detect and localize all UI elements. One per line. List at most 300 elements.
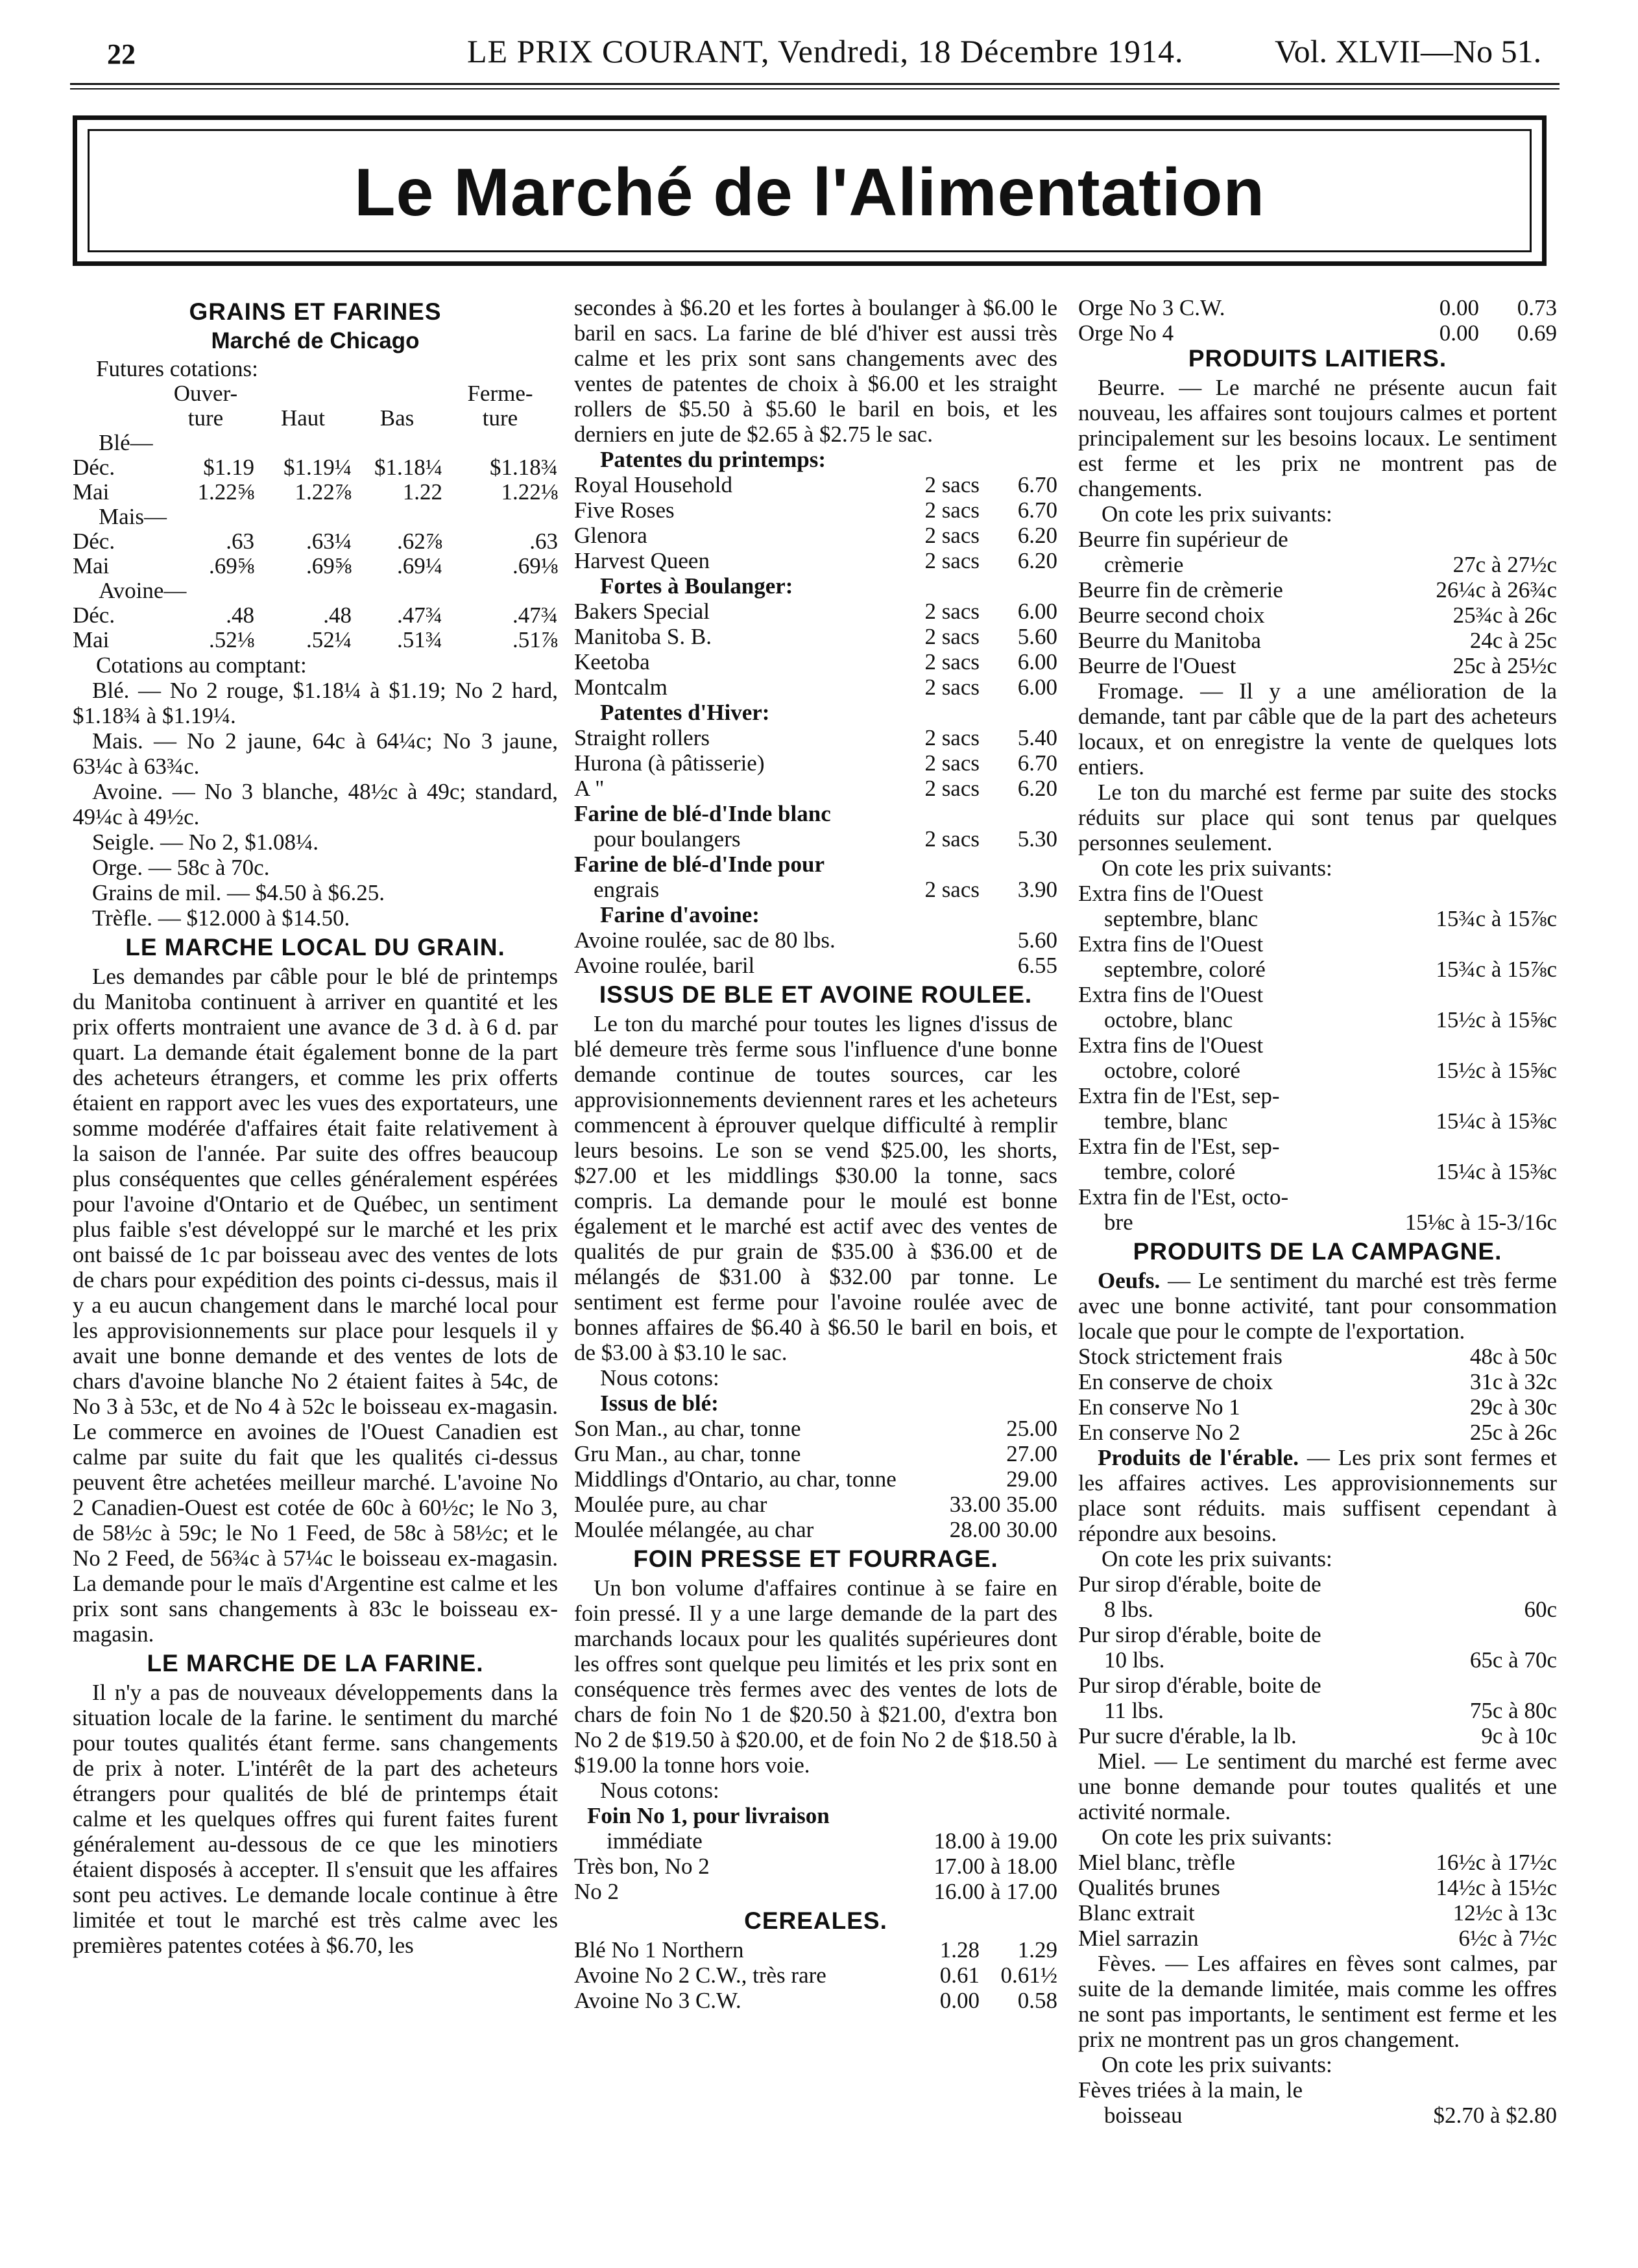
price-row — [574, 725, 1057, 750]
item-price-high: 0.69 — [1517, 320, 1557, 346]
futures-price: .48 — [226, 603, 254, 628]
item-price-low: 0.61 — [939, 1963, 980, 1988]
list-orge — [1078, 295, 1557, 346]
item-price: 6.20 — [1017, 776, 1057, 801]
paragraph-orge: Orge. — 58c à 70c. — [92, 855, 270, 880]
text-oeufs: — Le sentiment du marché est très ferme avec une bonne activité, tant pour consommation locale que pour le compte de l'exportation. — [1078, 1268, 1557, 1344]
item-label: Five Roses — [574, 497, 675, 523]
item-price: 16.00 à 17.00 — [933, 1879, 1057, 1904]
item-label: En conserve No 1 — [1078, 1394, 1240, 1420]
item-price: 6.55 — [1017, 953, 1057, 978]
futures-month: Déc. — [73, 455, 115, 480]
paragraph-mais-comptant: Mais. — No 2 jaune, 64c à 64¼c; No 3 jaune, 63¼c à 63¾c. — [73, 728, 558, 779]
lead-erable: Produits de l'érable. — [1098, 1445, 1299, 1470]
paragraph-foin: Un bon volume d'affaires continue à se faire en foin pressé. Il y a une large demande de la part des marchands locaux pour les qualités supérieures dont les offres sont quelque peu limités et les prix sont en conséquence très fermes avec des ventes de lots de chars de foin No 1 de $20.50 à $21.00, d'extra bon No 2 de $19.50 à $20.00, et de foin No 2 de $18.50 à $19.00 la tonne hors voie. — [574, 1575, 1057, 1778]
price-row — [574, 649, 1057, 674]
futures-price: .52⅛ — [209, 627, 254, 652]
text-erable: — Les prix sont fermes et les affaires actives. Les approvisionnements sur place sont réduits. mais suffisent cependant à répondre aux besoins. — [1078, 1445, 1557, 1546]
futures-price: .47¾ — [397, 603, 442, 628]
price-row — [574, 1828, 1057, 1854]
price-row — [574, 1517, 1057, 1542]
item-price: 15½c à 15⅝c — [1436, 1058, 1557, 1083]
futures-price: .51⅞ — [512, 627, 558, 652]
item-label: Beurre second choix — [1078, 603, 1265, 628]
label-cote-5: On cote les prix suivants: — [1102, 2052, 1332, 2077]
futures-row — [73, 628, 558, 652]
price-row — [1078, 1344, 1557, 1369]
item-price: 15¾c à 15⅞c — [1436, 957, 1557, 982]
price-row — [574, 1854, 1057, 1879]
heading-issus: ISSUS DE BLE ET AVOINE ROULEE. — [599, 981, 1033, 1008]
label-nous-cotons: Nous cotons: — [600, 1365, 719, 1391]
futures-group-row — [73, 431, 558, 455]
futures-price: 1.22⅛ — [501, 479, 558, 505]
item-label-line: Extra fin de l'Est, sep- — [1078, 1083, 1280, 1108]
price-row — [574, 750, 1057, 776]
futures-group-row — [73, 505, 558, 529]
header-rule — [70, 83, 1560, 85]
item-price: 27c à 27½c — [1452, 552, 1557, 577]
item-quantity: 2 sacs — [924, 776, 980, 801]
item-price: 24c à 25c — [1469, 628, 1557, 653]
item-label-line: Pur sirop d'érable, boite de — [1078, 1622, 1321, 1647]
futures-label: Futures cotations: — [96, 356, 258, 381]
item-label: Bakers Special — [574, 599, 710, 624]
label-nous-cotons-2: Nous cotons: — [600, 1778, 719, 1803]
item-label-line: Pur sirop d'érable, boite de — [1078, 1673, 1321, 1698]
item-label-line: Extra fins de l'Ouest — [1078, 881, 1264, 906]
heading-laitiers: PRODUITS LAITIERS. — [1188, 345, 1447, 372]
paragraph-avoine-comptant: Avoine. — No 3 blanche, 48½c à 49c; standard, 49¼c à 49½c. — [73, 779, 558, 830]
futures-price: .48 — [323, 603, 352, 628]
item-label: Stock strictement frais — [1078, 1344, 1283, 1369]
list-beurre — [1078, 577, 1557, 678]
futures-price: $1.19 — [203, 455, 254, 480]
item-price: 6.00 — [1017, 674, 1057, 700]
price-row — [1078, 1420, 1557, 1445]
item-inde-blanc: Farine de blé-d'Inde blanc — [574, 801, 831, 826]
item-label: septembre, blanc — [1104, 906, 1259, 931]
item-price: 48c à 50c — [1469, 1344, 1557, 1369]
item-label: Son Man., au char, tonne — [574, 1416, 801, 1441]
item-label: Beurre fin de crèmerie — [1078, 577, 1283, 603]
item-label: Orge No 3 C.W. — [1078, 295, 1225, 320]
paragraph-trefle: Trèfle. — $12.000 à $14.50. — [92, 905, 350, 931]
futures-commodity: Avoine— — [99, 578, 187, 603]
price-row — [1078, 1394, 1557, 1420]
item-label: Beurre de l'Ouest — [1078, 653, 1236, 678]
item-quantity: 2 sacs — [924, 624, 980, 649]
subheading-printemps: Patentes du printemps: — [600, 447, 826, 472]
item-label: Straight rollers — [574, 725, 710, 750]
item-price: 28.00 30.00 — [949, 1517, 1057, 1542]
subheading-farine-avoine: Farine d'avoine: — [600, 902, 760, 927]
futures-table — [73, 381, 558, 652]
price-row — [1078, 577, 1557, 603]
item-quantity: 2 sacs — [924, 826, 980, 852]
item-label: Blé No 1 Northern — [574, 1937, 744, 1963]
price-row — [1078, 628, 1557, 653]
item-label: pour boulangers — [594, 826, 741, 852]
item-label: Beurre du Manitoba — [1078, 628, 1261, 653]
list-sirop — [1078, 1571, 1557, 1723]
label-cote-2: On cote les prix suivants: — [1102, 855, 1332, 881]
item-label: Royal Household — [574, 472, 733, 497]
list-fortes — [574, 599, 1057, 700]
item-label: No 2 — [574, 1879, 620, 1904]
item-label: engrais — [594, 877, 660, 902]
price-row — [574, 624, 1057, 649]
paragraph-farine-continued: secondes à $6.20 et les fortes à boulanger à $6.00 le baril en sacs. La farine de blé d'hiver est aussi très calme et les prix sont sans changements avec des ventes de patentes de choix à $6.00 et les straight rollers de $5.50 à $5.60 le baril en bois, et les derniers en jute de $2.65 à $2.75 le sac. — [574, 295, 1057, 447]
item-label: Blanc extrait — [1078, 1900, 1195, 1926]
item-label: Harvest Queen — [574, 548, 710, 573]
futures-month: Mai — [73, 627, 110, 652]
header-rule-thin — [70, 88, 1560, 90]
price-row — [1078, 1210, 1557, 1235]
price-row — [574, 877, 1057, 902]
item-label: Orge No 4 — [1078, 320, 1174, 346]
section-banner — [73, 115, 1547, 266]
futures-row — [73, 480, 558, 505]
item-label: 10 lbs. — [1104, 1647, 1165, 1673]
item-foin-no1: Foin No 1, pour livraison — [587, 1803, 830, 1828]
page-number: 22 — [107, 38, 136, 70]
futures-commodity: Blé— — [99, 430, 153, 455]
price-row — [574, 1937, 1057, 1963]
item-label: octobre, blanc — [1104, 1007, 1233, 1033]
item-price: 6.00 — [1017, 599, 1057, 624]
item-price: 33.00 35.00 — [949, 1492, 1057, 1517]
price-row — [1078, 1850, 1557, 1875]
item-feves: Fèves triées à la main, le — [1078, 2077, 1303, 2103]
price-row — [574, 1879, 1057, 1904]
item-price: 18.00 à 19.00 — [933, 1828, 1057, 1854]
item-price: 6.70 — [1017, 472, 1057, 497]
item-price-high: 0.73 — [1517, 295, 1557, 320]
item-quantity: 2 sacs — [924, 497, 980, 523]
item-label: Middlings d'Ontario, au char, tonne — [574, 1466, 897, 1492]
item-price: 29.00 — [1006, 1466, 1057, 1492]
price-row — [574, 1441, 1057, 1466]
futures-row — [73, 455, 558, 480]
item-price: 6½c à 7½c — [1458, 1926, 1557, 1951]
item-price: 60c — [1524, 1597, 1557, 1622]
item-label: Qualités brunes — [1078, 1875, 1220, 1900]
item-price: 75c à 80c — [1469, 1698, 1557, 1723]
item-price-high: 0.61½ — [1000, 1963, 1057, 1988]
item-price: 9c à 10c — [1481, 1723, 1557, 1749]
price-row — [574, 1466, 1057, 1492]
item-price-high: 1.29 — [1017, 1937, 1057, 1963]
futures-price: .63 — [226, 529, 254, 554]
item-label: septembre, coloré — [1104, 957, 1266, 982]
item-label: En conserve No 2 — [1078, 1420, 1240, 1445]
price-row — [1078, 1698, 1557, 1723]
price-row — [1078, 1007, 1557, 1033]
futures-row — [73, 529, 558, 554]
item-price: 6.20 — [1017, 523, 1057, 548]
item-quantity: 2 sacs — [924, 750, 980, 776]
item-price: 25c à 26c — [1469, 1420, 1557, 1445]
list-hiver — [574, 725, 1057, 801]
item-label: Miel sarrazin — [1078, 1926, 1199, 1951]
futures-month: Déc. — [73, 529, 115, 554]
item-label: Avoine No 2 C.W., très rare — [574, 1963, 826, 1988]
journal-title: LE PRIX COURANT, Vendredi, 18 Décembre 1914. — [467, 33, 1184, 69]
futures-price: .69⅛ — [512, 553, 558, 579]
item-price-low: 0.00 — [939, 1988, 980, 2013]
paragraph-oeufs — [1078, 1268, 1557, 1344]
item-price: 15¼c à 15⅜c — [1436, 1159, 1557, 1184]
item-price: 3.90 — [1017, 877, 1057, 902]
item-price: 15¼c à 15⅜c — [1436, 1108, 1557, 1134]
futures-group-row — [73, 579, 558, 603]
price-row — [1078, 1108, 1557, 1134]
heading-farine: LE MARCHE DE LA FARINE. — [147, 1650, 484, 1677]
futures-month: Mai — [73, 553, 110, 579]
item-beurre-superieur: Beurre fin supérieur de — [1078, 527, 1288, 552]
price-row — [1078, 320, 1557, 346]
col-header-high: Haut — [280, 405, 326, 431]
item-quantity: 2 sacs — [924, 599, 980, 624]
item-price: 65c à 70c — [1469, 1647, 1557, 1673]
price-row — [1078, 1723, 1557, 1749]
price-row — [574, 599, 1057, 624]
comptant-label: Cotations au comptant: — [96, 652, 307, 678]
item-price: 6.00 — [1017, 649, 1057, 674]
futures-price: .62⅞ — [397, 529, 442, 554]
price-row — [574, 472, 1057, 497]
futures-price: 1.22 — [402, 479, 442, 505]
label-cote-3: On cote les prix suivants: — [1102, 1546, 1332, 1571]
item-quantity: 2 sacs — [924, 548, 980, 573]
item-label-line: Extra fins de l'Ouest — [1078, 982, 1264, 1007]
list-issus — [574, 1416, 1057, 1542]
price-row — [574, 1988, 1057, 2013]
item-price: 5.60 — [1017, 927, 1057, 953]
item-label-line: Extra fins de l'Ouest — [1078, 1033, 1264, 1058]
item-quantity: 2 sacs — [924, 674, 980, 700]
futures-price: .63 — [529, 529, 558, 554]
price-row — [574, 674, 1057, 700]
futures-price: 1.22⅝ — [197, 479, 254, 505]
item-label: tembre, coloré — [1104, 1159, 1236, 1184]
item-label: Moulée mélangée, au char — [574, 1517, 814, 1542]
futures-header-row — [73, 381, 558, 431]
item-label: Miel blanc, trèfle — [1078, 1850, 1235, 1875]
heading-marche-local: LE MARCHE LOCAL DU GRAIN. — [125, 934, 505, 961]
item-price: 15½c à 15⅝c — [1436, 1007, 1557, 1033]
item-label: immédiate — [607, 1828, 703, 1854]
paragraph-erable — [1078, 1445, 1557, 1546]
item-price: 15¾c à 15⅞c — [1436, 906, 1557, 931]
label-cote-1: On cote les prix suivants: — [1102, 501, 1332, 527]
item-price: $2.70 à $2.80 — [1433, 2103, 1557, 2128]
paragraph-mil: Grains de mil. — $4.50 à $6.25. — [92, 880, 385, 905]
price-row — [1078, 1058, 1557, 1083]
column-2 — [574, 295, 1057, 2013]
price-row — [574, 953, 1057, 978]
price-row — [574, 927, 1057, 953]
item-price: 27.00 — [1006, 1441, 1057, 1466]
item-price: 6.70 — [1017, 750, 1057, 776]
item-price: 15⅛c à 15-3/16c — [1404, 1210, 1557, 1235]
price-row — [1078, 1875, 1557, 1900]
item-price-low: 0.00 — [1439, 295, 1479, 320]
item-label-line: Pur sirop d'érable, boite de — [1078, 1571, 1321, 1597]
list-foin — [574, 1854, 1057, 1904]
item-label: En conserve de choix — [1078, 1369, 1273, 1394]
item-label: 11 lbs. — [1104, 1698, 1164, 1723]
item-price: 31c à 32c — [1469, 1369, 1557, 1394]
price-row — [574, 548, 1057, 573]
item-price: 17.00 à 18.00 — [933, 1854, 1057, 1879]
item-label: Glenora — [574, 523, 647, 548]
item-price: 25c à 25½c — [1452, 653, 1557, 678]
price-row — [1078, 1900, 1557, 1926]
item-price-low: 0.00 — [1439, 320, 1479, 346]
running-header — [0, 32, 1638, 78]
price-row — [1078, 1369, 1557, 1394]
column-1 — [73, 295, 558, 1958]
list-printemps — [574, 472, 1057, 573]
label-cote-4: On cote les prix suivants: — [1102, 1824, 1332, 1850]
col-header-low: Bas — [379, 405, 415, 431]
price-row — [1078, 906, 1557, 931]
item-label: A " — [574, 776, 605, 801]
price-row — [574, 826, 1057, 852]
price-row — [1078, 957, 1557, 982]
futures-price: .69¼ — [397, 553, 442, 579]
item-label-line: Extra fin de l'Est, octo- — [1078, 1184, 1289, 1210]
paragraph-beurre: Beurre. — Le marché ne présente aucun fait nouveau, les affaires sont toujours calmes et portent principalement sur les besoins locaux. Le sentiment est ferme et les prix ne montrent pas de changements. — [1078, 375, 1557, 501]
volume-number: Vol. XLVII—No 51. — [1275, 33, 1542, 69]
item-price: 6.20 — [1017, 548, 1057, 573]
item-price: 5.40 — [1017, 725, 1057, 750]
heading-foin: FOIN PRESSE ET FOURRAGE. — [633, 1546, 998, 1572]
item-label: Montcalm — [574, 674, 668, 700]
item-label: Moulée pure, au char — [574, 1492, 767, 1517]
item-price: 16½c à 17½c — [1436, 1850, 1557, 1875]
futures-price: $1.19¼ — [283, 455, 352, 480]
item-label: Manitoba S. B. — [574, 624, 712, 649]
item-quantity: 2 sacs — [924, 523, 980, 548]
list-cereales — [574, 1937, 1057, 2013]
price-row — [1078, 552, 1557, 577]
item-label: Avoine roulée, baril — [574, 953, 755, 978]
paragraph-feves: Fèves. — Les affaires en fèves sont calmes, par suite de la demande limitée, mais comme les offres ne sont pas importants, le sentiment est ferme et les prix ne montrent pas un gros changement. — [1078, 1951, 1557, 2052]
item-price: 5.60 — [1017, 624, 1057, 649]
item-label: Avoine No 3 C.W. — [574, 1988, 741, 2013]
price-row — [574, 523, 1057, 548]
futures-month: Mai — [73, 479, 110, 505]
paragraph-farine: Il n'y a pas de nouveaux développements dans la situation locale de la farine. le sentiment du marché pour toutes qualités étant ferme. sans changements de prix à noter. L'intérêt de la part des acheteurs étrangers pour qualités de blé de printemps était calme et les quelques offres qui furent faites furent généralement au-dessous de ce que les minotiers étaient disposés à accepter. Il s'ensuit que les affaires sont peu actives. Le demande locale continue à être limitée et tout le marché est très calme avec les premières patentes cotées à $6.70, les — [73, 1680, 558, 1958]
list-miel — [1078, 1850, 1557, 1951]
futures-commodity: Mais— — [99, 504, 167, 529]
price-row — [574, 776, 1057, 801]
item-quantity: 2 sacs — [924, 725, 980, 750]
futures-price: .69⅝ — [306, 553, 352, 579]
price-row — [574, 497, 1057, 523]
paragraph-fromage: Fromage. — Il y a une amélioration de la demande, tant par câble que de la part des acheteurs locaux, et on enregistre la vente de quelques lots entiers. — [1078, 678, 1557, 780]
price-row — [1078, 295, 1557, 320]
item-label: crèmerie — [1104, 552, 1184, 577]
item-label: Hurona (à pâtisserie) — [574, 750, 765, 776]
futures-price: .52¼ — [306, 627, 352, 652]
heading-cereales: CEREALES. — [744, 1907, 887, 1934]
item-label: Très bon, No 2 — [574, 1854, 710, 1879]
item-price: 6.70 — [1017, 497, 1057, 523]
price-row — [1078, 603, 1557, 628]
paragraph-marche-local: Les demandes par câble pour le blé de printemps du Manitoba continuent à arriver en quantité et les prix offerts montraient une avance de 3 d. à 6 d. par quart. La demande était également bonne de la part des acheteurs étrangers, et comme les prix offerts étaient en rapport avec les vues des exportateurs, une somme modérée d'affaires était faite relativement à la saison de l'année. Par suite des offres beaucoup plus conséquentes que celles généralement espérées pour l'avoine d'Ontario et de Québec, un sentiment plus faible s'est développé sur le marché et les prix ont baissé de 1c par boisseau avec des ventes de lots de chars pour expédition des points ci-dessus, mais il y a eu aucun changement dans le marché local pour les approvisionnements sur place pour lesquels il y avait une bonne demande et des ventes de lots de chars d'avoine blanche No 2 étaient faites à 54c, de No 3 à 53c, et de No 4 à 52c le boisseau ex-magasin. Le commerce en avoines de l'Ouest Canadien est calme par suite du fait que les qualités ci-dessus peuvent être achetées meilleur marché. L'avoine No 2 Canadien-Ouest est cotée de 60c à 60½c; le No 3, de 58½c à 59c; le No 1 Feed, de 58c à 58½c; et le No 2 Feed, de 56¾c à 57¼c le boisseau ex-magasin. La demande pour le maïs d'Argentine est calme et les prix sont sans changements à 83c le boisseau ex-magasin. — [73, 964, 558, 1647]
paragraph-miel: Miel. — Le sentiment du marché est ferme avec une bonne demande pour toutes qualités et une activité normale. — [1078, 1749, 1557, 1824]
price-row — [574, 1492, 1057, 1517]
item-label: Keetoba — [574, 649, 650, 674]
item-quantity: 2 sacs — [924, 472, 980, 497]
price-row — [574, 1416, 1057, 1441]
item-label: Pur sucre d'érable, la lb. — [1078, 1723, 1297, 1749]
price-row — [1078, 1647, 1557, 1673]
heading-campagne: PRODUITS DE LA CAMPAGNE. — [1133, 1238, 1502, 1265]
paragraph-fromage-2: Le ton du marché est ferme par suite des stocks réduits sur place qui sont tenus par quelques personnes seulement. — [1078, 780, 1557, 855]
futures-month: Déc. — [73, 603, 115, 628]
item-label-line: Extra fin de l'Est, sep- — [1078, 1134, 1280, 1159]
item-price: 29c à 30c — [1469, 1394, 1557, 1420]
section-banner-inner — [88, 129, 1532, 252]
futures-price: $1.18¼ — [374, 455, 442, 480]
item-price: 5.30 — [1017, 826, 1057, 852]
col-header-close: Ferme- ture — [467, 381, 533, 431]
item-price: 26¼c à 26¾c — [1436, 577, 1557, 603]
price-row — [1078, 1159, 1557, 1184]
price-row — [1078, 653, 1557, 678]
paragraph-ble-comptant: Blé. — No 2 rouge, $1.18¼ à $1.19; No 2 hard, $1.18¾ à $1.19¼. — [73, 678, 558, 728]
item-label: Avoine roulée, sac de 80 lbs. — [574, 927, 836, 953]
item-label: Gru Man., au char, tonne — [574, 1441, 801, 1466]
column-3 — [1078, 295, 1557, 2128]
item-label: 8 lbs. — [1104, 1597, 1153, 1622]
item-price: 12½c à 13c — [1452, 1900, 1557, 1926]
paragraph-issus: Le ton du marché pour toutes les lignes d'issus de blé demeure très ferme sous l'influence d'une bonne demande continue de toutes sources, car les approvisionnements deviennent rares et les acheteurs commencent à éprouver quelque difficulté à remplir leurs besoins. Le son se vend $25.00, les shorts, $27.00 et les middlings $30.00 la tonne, sacs compris. La demande pour le moulé est bonne également et le marché est actif avec des ventes de qualités de pur grain de $35.00 à $36.00 et de mélangés de $31.00 à $32.00 par tonne. Le sentiment est ferme pour l'avoine roulée avec de bonnes affaires de $6.40 à $6.50 le baril en bois, et de $3.00 à $3.10 le sac. — [574, 1011, 1057, 1365]
item-label: bre — [1104, 1210, 1133, 1235]
futures-price: 1.22⅞ — [295, 479, 352, 505]
item-label: octobre, coloré — [1104, 1058, 1240, 1083]
futures-price: $1.18¾ — [490, 455, 558, 480]
list-oeufs — [1078, 1344, 1557, 1445]
price-row — [574, 1963, 1057, 1988]
subheading-chicago: Marché de Chicago — [211, 328, 420, 353]
lead-oeufs: Oeufs. — [1098, 1268, 1161, 1293]
futures-price: .69⅝ — [209, 553, 254, 579]
item-quantity: 2 sacs — [924, 877, 980, 902]
item-price-high: 0.58 — [1017, 1988, 1057, 2013]
col-header-open: Ouver- ture — [173, 381, 238, 431]
subheading-hiver: Patentes d'Hiver: — [600, 700, 770, 725]
list-fromage — [1078, 881, 1557, 1235]
item-price: 25¾c à 26c — [1452, 603, 1557, 628]
item-label: tembre, blanc — [1104, 1108, 1228, 1134]
paragraph-seigle: Seigle. — No 2, $1.08¼. — [92, 830, 319, 855]
item-price: 25.00 — [1006, 1416, 1057, 1441]
item-quantity: 2 sacs — [924, 649, 980, 674]
item-price: 14½c à 15½c — [1436, 1875, 1557, 1900]
subheading-fortes: Fortes à Boulanger: — [600, 573, 793, 599]
item-label-line: Extra fins de l'Ouest — [1078, 931, 1264, 957]
section-title: Le Marché de l'Alimentation — [354, 155, 1265, 230]
price-row — [1078, 1926, 1557, 1951]
subheading-issus-ble: Issus de blé: — [600, 1391, 719, 1416]
price-row — [1078, 2103, 1557, 2128]
